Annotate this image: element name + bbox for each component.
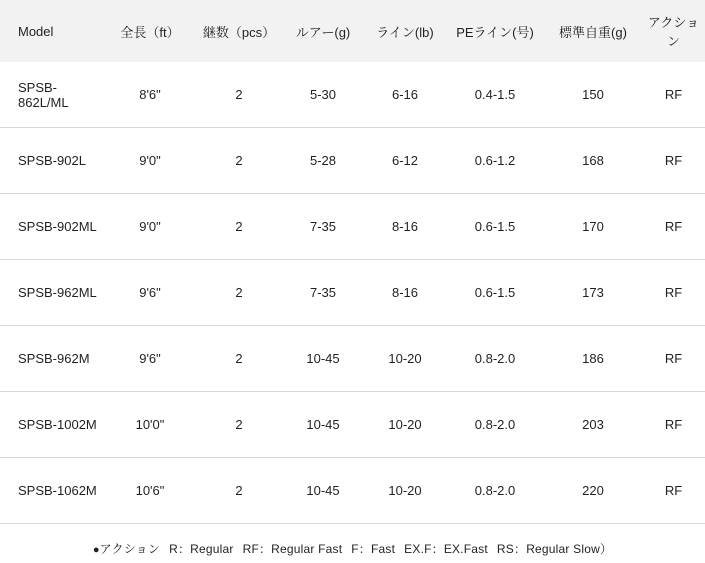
cell-pe-line: 0.8-2.0 [446,392,544,458]
cell-rod-weight: 170 [544,194,642,260]
column-header-line: ライン(lb) [364,0,446,62]
cell-pe-line: 0.8-2.0 [446,326,544,392]
cell-pieces: 2 [196,326,282,392]
cell-length: 9'0" [104,194,196,260]
cell-action: RF [642,62,705,128]
column-header-pe-line: PEライン(号) [446,0,544,62]
cell-model: SPSB-902ML [0,194,104,260]
cell-model: SPSB-862L/ML [0,62,104,128]
legend-item-fast: F：Fast [351,542,396,556]
cell-line: 8-16 [364,260,446,326]
cell-length: 10'0" [104,392,196,458]
cell-model: SPSB-962M [0,326,104,392]
cell-lure-weight: 5-28 [282,128,364,194]
cell-action: RF [642,194,705,260]
cell-pe-line: 0.6-1.2 [446,128,544,194]
cell-pieces: 2 [196,458,282,524]
cell-length: 8'6" [104,62,196,128]
cell-rod-weight: 220 [544,458,642,524]
cell-rod-weight: 186 [544,326,642,392]
cell-lure-weight: 10-45 [282,392,364,458]
cell-line: 8-16 [364,194,446,260]
cell-pe-line: 0.6-1.5 [446,194,544,260]
cell-action: RF [642,392,705,458]
column-header-model: Model [0,0,104,62]
cell-model: SPSB-962ML [0,260,104,326]
table-header [0,0,705,62]
column-header-rod-weight: 標準自重(g) [544,0,642,62]
cell-pe-line: 0.8-2.0 [446,458,544,524]
bullet-icon: ● [92,544,100,556]
cell-line: 6-16 [364,62,446,128]
cell-pieces: 2 [196,194,282,260]
cell-pe-line: 0.4-1.5 [446,62,544,128]
cell-length: 9'6" [104,260,196,326]
cell-action: RF [642,326,705,392]
column-header-lure-weight: ルアー(g) [282,0,364,62]
cell-lure-weight: 10-45 [282,326,364,392]
cell-pieces: 2 [196,392,282,458]
cell-model: SPSB-1062M [0,458,104,524]
cell-rod-weight: 168 [544,128,642,194]
cell-rod-weight: 173 [544,260,642,326]
cell-rod-weight: 150 [544,62,642,128]
cell-lure-weight: 10-45 [282,458,364,524]
legend-title: アクション [99,542,161,556]
table-header-row [0,0,705,62]
cell-lure-weight: 7-35 [282,260,364,326]
table-row [0,326,705,392]
table-row [0,62,705,128]
legend-item-regular-fast: RF：Regular Fast [242,542,343,556]
legend-item-ex-fast: EX.F：EX.Fast [404,542,488,556]
column-header-length: 全長（ft） [104,0,196,62]
cell-action: RF [642,458,705,524]
cell-pieces: 2 [196,260,282,326]
action-legend [0,524,705,557]
cell-pe-line: 0.6-1.5 [446,260,544,326]
legend-item-regular: R：Regular [169,542,234,556]
cell-rod-weight: 203 [544,392,642,458]
table-row [0,392,705,458]
legend-item-regular-slow: RS：Regular Slow） [496,542,613,556]
cell-length: 9'6" [104,326,196,392]
cell-line: 10-20 [364,326,446,392]
table-body [0,62,705,524]
cell-lure-weight: 7-35 [282,194,364,260]
cell-lure-weight: 5-30 [282,62,364,128]
cell-length: 10'6" [104,458,196,524]
cell-model: SPSB-902L [0,128,104,194]
table-row [0,128,705,194]
cell-line: 6-12 [364,128,446,194]
cell-length: 9'0" [104,128,196,194]
cell-model: SPSB-1002M [0,392,104,458]
cell-pieces: 2 [196,62,282,128]
table-row [0,260,705,326]
cell-action: RF [642,128,705,194]
cell-line: 10-20 [364,392,446,458]
cell-line: 10-20 [364,458,446,524]
cell-pieces: 2 [196,128,282,194]
column-header-pieces: 継数（pcs） [196,0,282,62]
column-header-action: アクション [642,0,705,62]
table-row [0,458,705,524]
table-row [0,194,705,260]
cell-action: RF [642,260,705,326]
